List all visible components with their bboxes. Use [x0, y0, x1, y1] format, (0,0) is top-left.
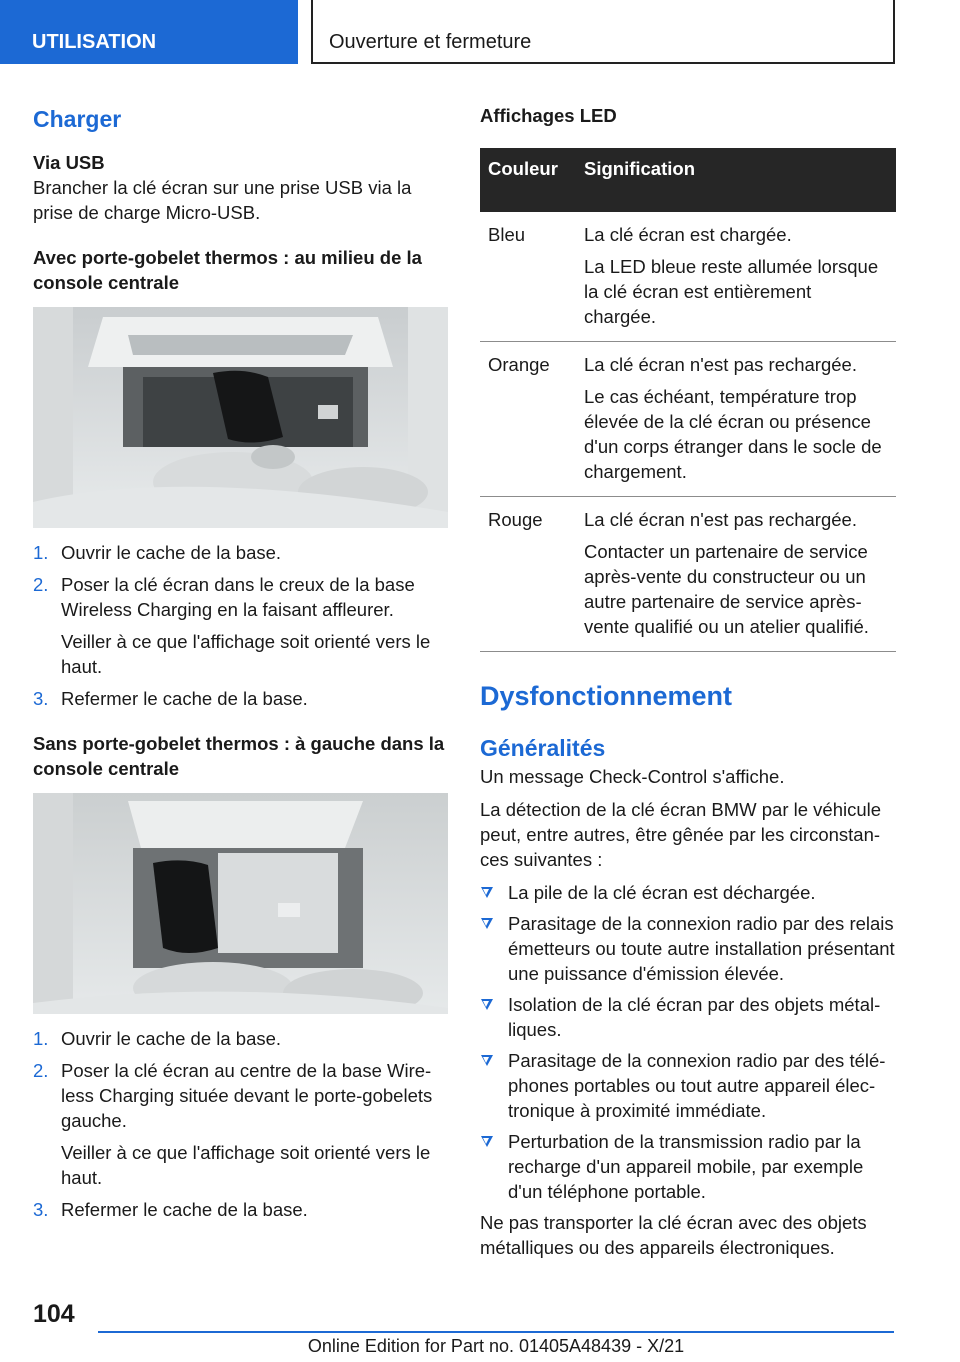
- triangle-bullet-icon: [481, 999, 493, 1010]
- section-title-charger: Charger: [33, 106, 122, 132]
- bullet-text: Perturbation de la transmission radio par la recharge d'un appareil mobile, par exemple d'un téléphone portable.: [508, 1131, 864, 1202]
- list-item: [33, 686, 448, 711]
- row-sub: Le cas échéant, température trop élevée de la clé écran ou présence d'un corps étranger dans le socle de chargement.: [584, 386, 882, 482]
- table-header-meaning: Signification: [576, 148, 896, 212]
- row-sub: La LED bleue reste allumée lorsque la clé écran est entièrement chargée.: [584, 256, 879, 327]
- closing-text: Ne pas transporter la clé écran avec des objets métalliques ou des appareils électroniques.: [480, 1212, 867, 1258]
- row-color: Rouge: [480, 497, 576, 652]
- list-item: [33, 1197, 448, 1222]
- left-column: [33, 100, 448, 1229]
- subsection-title-generalites: Généralités: [480, 735, 606, 761]
- nothermos-heading: Sans porte-gobelet thermos : à gauche dans la console centrale: [33, 733, 445, 779]
- row-main: La clé écran est chargée.: [584, 224, 792, 245]
- step-number: 1.: [33, 1028, 49, 1049]
- list-item: [33, 1026, 448, 1051]
- console-photo-no-thermos: [33, 793, 448, 1014]
- step-text: Poser la clé écran au centre de la base Wireless Charging située devant le porte-gobelets gauche.: [61, 1060, 433, 1131]
- header-section-tab: [0, 0, 298, 64]
- steps-thermos: [33, 540, 448, 711]
- triangle-bullet-icon: [481, 1136, 493, 1147]
- step-text: Refermer le cache de la base.: [61, 1199, 308, 1220]
- list-item: [480, 1048, 896, 1123]
- row-meaning: [576, 342, 896, 497]
- triangle-bullet-icon: [481, 1055, 493, 1066]
- table-row: [480, 497, 896, 652]
- led-table: [480, 148, 896, 652]
- step-text: Ouvrir le cache de la base.: [61, 1028, 282, 1049]
- right-column: [480, 100, 896, 1260]
- row-color: Orange: [480, 342, 576, 497]
- step-number: 1.: [33, 542, 49, 563]
- usb-heading: Via USB: [33, 152, 105, 173]
- step-text: Refermer le cache de la base.: [61, 688, 308, 709]
- triangle-bullet-icon: [481, 918, 493, 929]
- table-row: [480, 342, 896, 497]
- general-text-1: Un message Check-Control s'affiche.: [480, 766, 785, 787]
- footer-edition: Online Edition for Part no. 01405A48439 - X/21: [307, 1336, 685, 1356]
- steps-no-thermos: [33, 1026, 448, 1222]
- header-chapter-box: [311, 0, 895, 64]
- list-item: [33, 1058, 448, 1190]
- list-item: [33, 572, 448, 679]
- general-text-2: La détection de la clé écran BMW par le véhicule peut, entre autres, être gênée par les circonstances suivantes :: [480, 799, 882, 870]
- step-text: Ouvrir le cache de la base.: [61, 542, 282, 563]
- step-text: Poser la clé écran dans le creux de la base Wireless Charging en la faisant affleurer.: [61, 574, 415, 620]
- usb-text: Brancher la clé écran sur une prise USB via la prise de charge Micro-USB.: [33, 177, 412, 223]
- page-number: 104: [33, 1300, 75, 1328]
- row-main: La clé écran n'est pas rechargée.: [584, 509, 857, 530]
- step-number: 3.: [33, 688, 49, 709]
- led-heading: Affichages LED: [480, 105, 617, 126]
- list-item: [33, 540, 448, 565]
- list-item: [480, 880, 896, 905]
- row-color: Bleu: [480, 212, 576, 342]
- triangle-bullet-icon: [481, 887, 493, 898]
- header-chapter-label: Ouverture et fermeture: [329, 31, 532, 53]
- step-note: Veiller à ce que l'affichage soit orienté vers le haut.: [61, 631, 431, 677]
- step-number: 2.: [33, 1060, 49, 1081]
- section-title-dysfonctionnement: Dysfonctionnement: [480, 681, 733, 711]
- step-number: 2.: [33, 574, 49, 595]
- bullet-text: Parasitage de la connexion radio par des téléphones portables ou tout autre appareil électronique à proximité immédiate.: [508, 1050, 886, 1121]
- bullet-text: La pile de la clé écran est déchargée.: [508, 882, 816, 903]
- list-item: [480, 992, 896, 1042]
- thermos-heading: Avec porte-gobelet thermos : au milieu de la console centrale: [33, 247, 422, 293]
- bullet-text: Isolation de la clé écran par des objets métalliques.: [508, 994, 881, 1040]
- row-meaning: [576, 212, 896, 342]
- causes-list: [480, 880, 896, 1204]
- step-note: Veiller à ce que l'affichage soit orienté vers le haut.: [61, 1142, 431, 1188]
- table-header-row: [480, 148, 896, 212]
- list-item: [480, 911, 896, 986]
- console-photo-thermos: [33, 307, 448, 528]
- table-header-color: Couleur: [480, 148, 576, 212]
- table-row: [480, 212, 896, 342]
- header-section-label: UTILISATION: [32, 31, 157, 53]
- list-item: [480, 1129, 896, 1204]
- row-meaning: [576, 497, 896, 652]
- step-number: 3.: [33, 1199, 49, 1220]
- row-main: La clé écran n'est pas rechargée.: [584, 354, 857, 375]
- bullet-text: Parasitage de la connexion radio par des relais émetteurs ou toute autre installation présentant une puissance d'émission élevée.: [508, 913, 895, 984]
- row-sub: Contacter un partenaire de service après-vente du constructeur ou un autre partenaire de service après-vente qualifié ou un atelier qualifié.: [584, 541, 869, 637]
